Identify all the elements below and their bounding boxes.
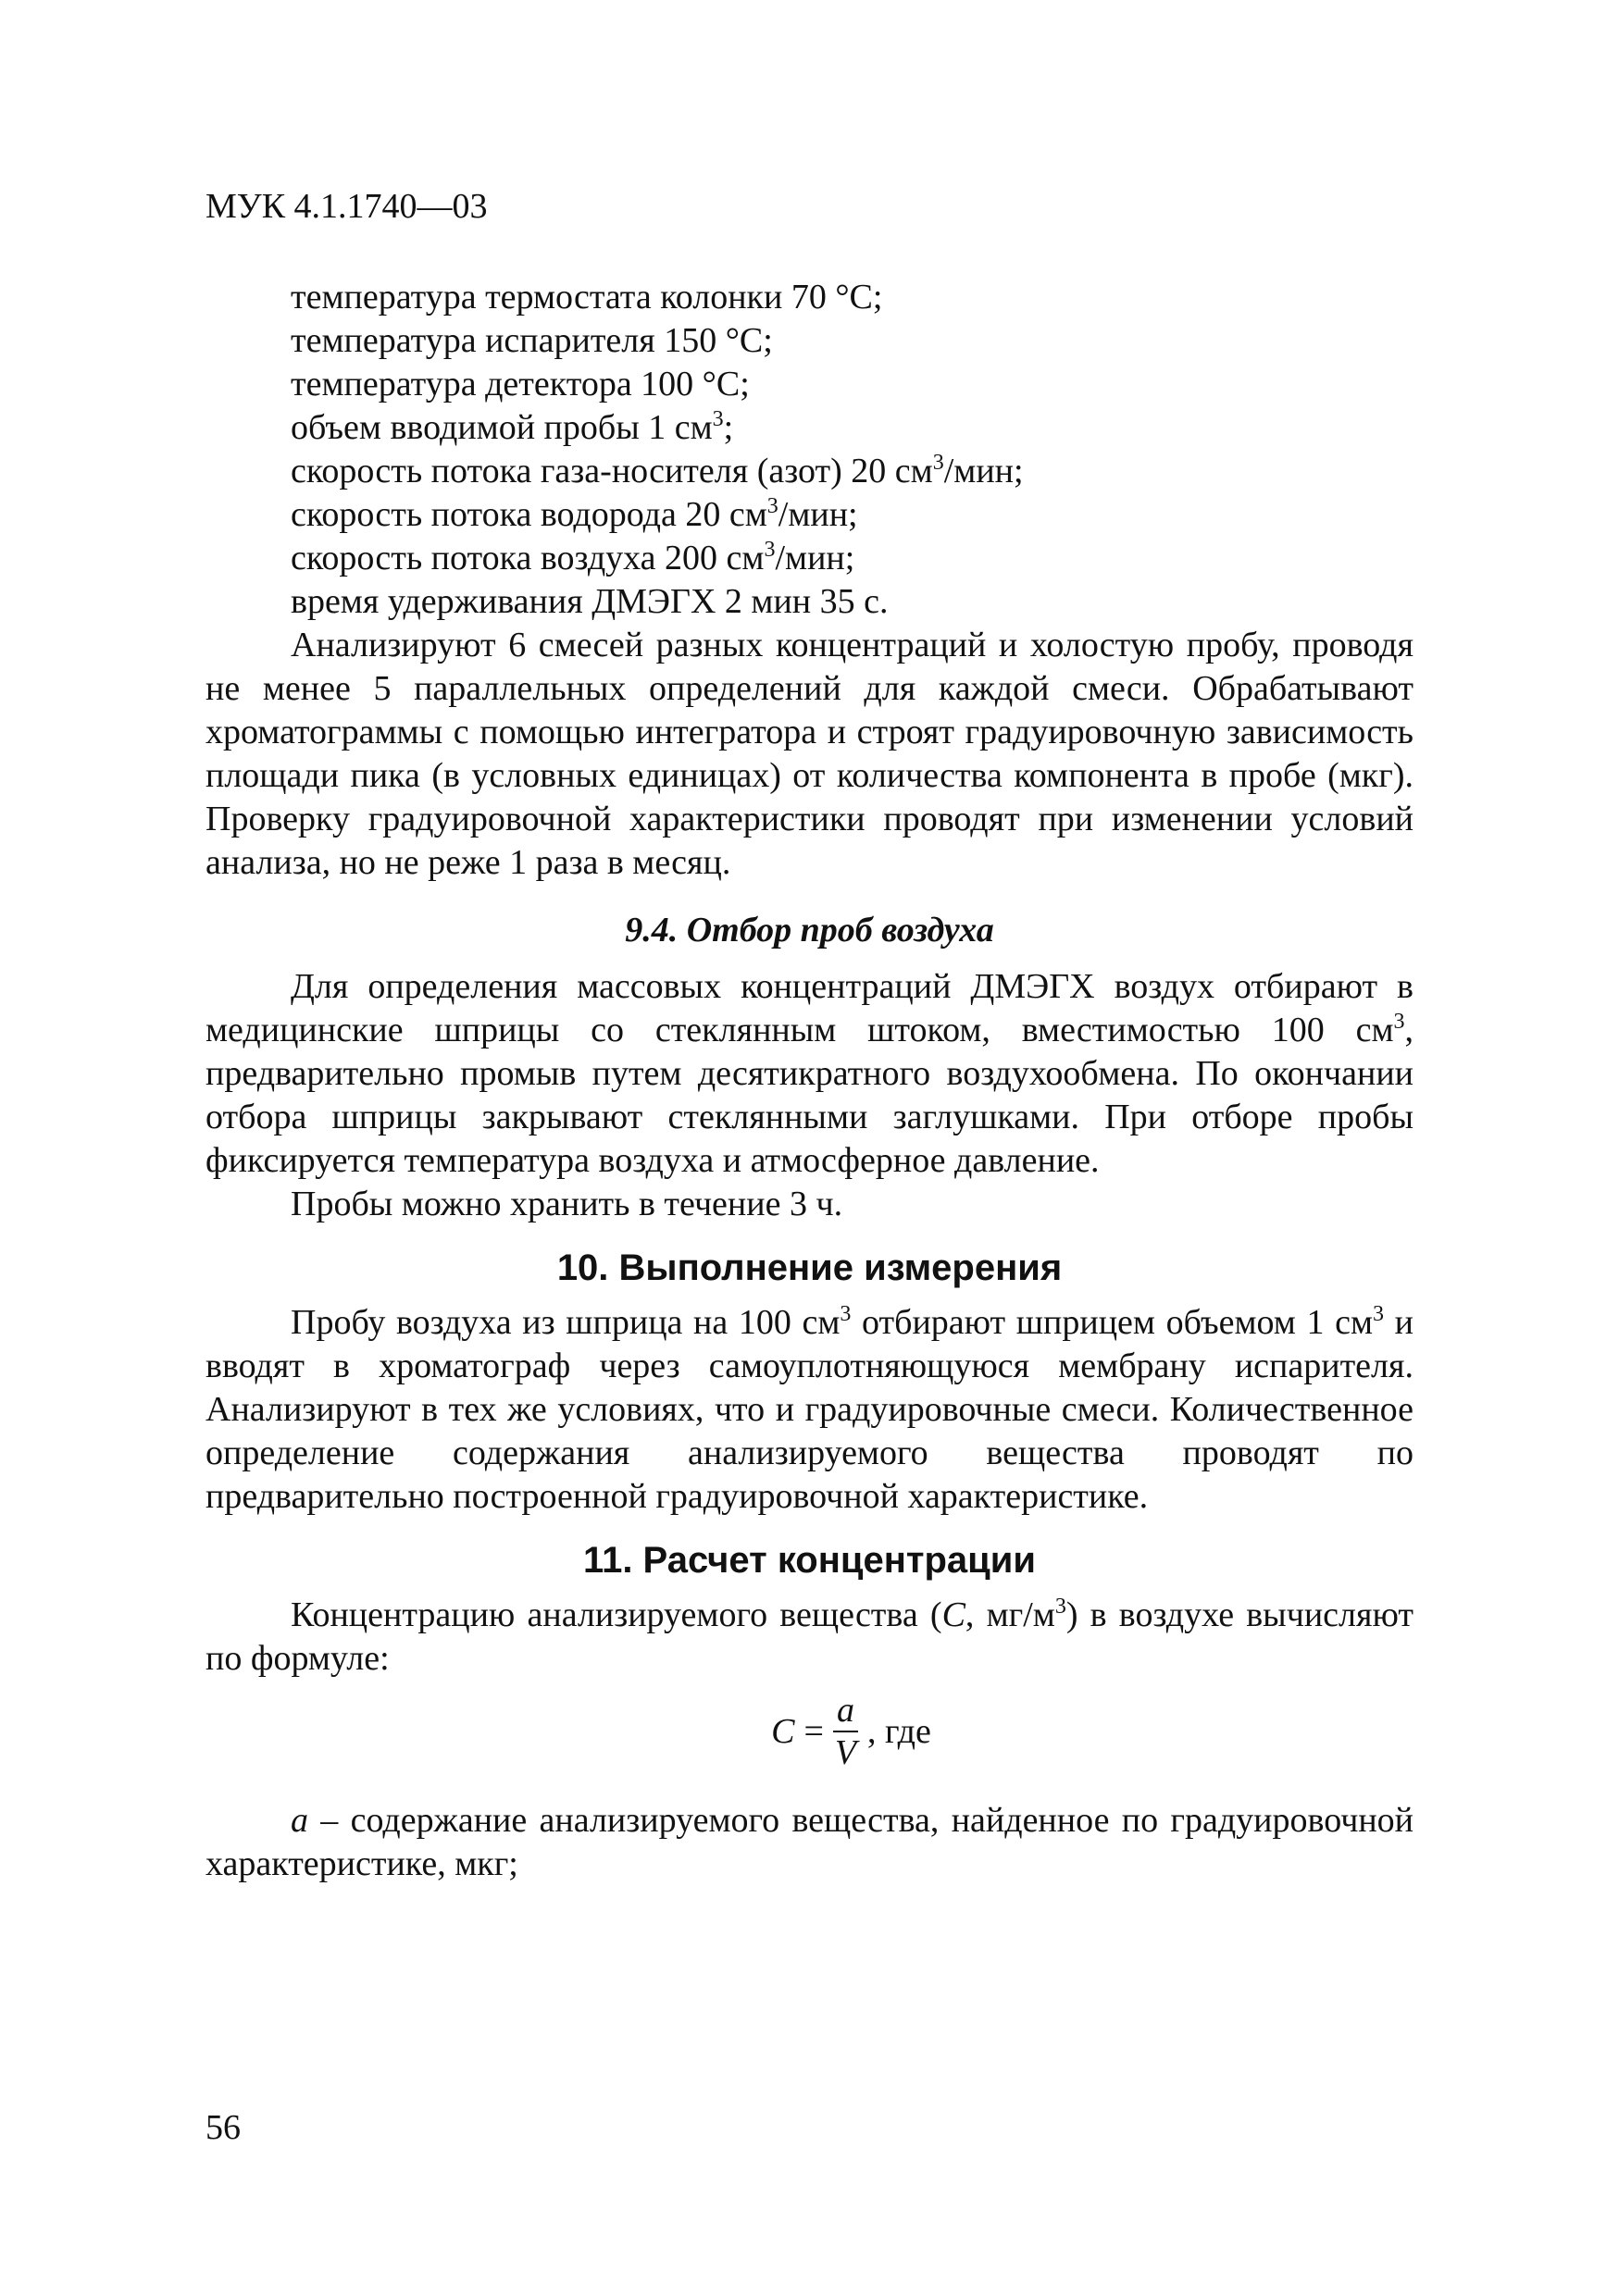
page-header-doc-code: МУК 4.1.1740—03 [205, 187, 488, 226]
param-text: температура испарителя 150 °С; [291, 321, 773, 360]
paragraph-definition-a [205, 1799, 1414, 1886]
param-text: скорость потока водорода 20 см [291, 495, 767, 534]
param-text-suffix: ; [723, 408, 734, 447]
param-item [205, 363, 1414, 406]
formula-lhs: С [771, 1711, 795, 1751]
param-item [205, 580, 1414, 624]
formula-equals: = [803, 1711, 824, 1751]
variable-a: а [291, 1801, 308, 1840]
superscript: 3 [840, 1302, 852, 1326]
param-text: время удерживания ДМЭГХ 2 мин 35 с. [291, 582, 889, 621]
param-item [205, 493, 1414, 537]
param-item [205, 537, 1414, 580]
param-text: объем вводимой пробы 1 см [291, 408, 713, 447]
paragraph-calculation [205, 1594, 1414, 1681]
parameter-list [205, 276, 1414, 624]
superscript: 3 [932, 451, 944, 475]
paragraph-text: Для определения массовых концентраций ДМЭГХ воздух отбирают в медицинские шприцы со стеклянным штоком, вместимостью 100 см [205, 967, 1414, 1049]
param-item [205, 276, 1414, 319]
paragraph-text: , предварительно промыв путем десятикратного воздухообмена. По окончании отбора шприцы закрывают стеклянными заглушками. При отборе пробы фиксируется температура воздуха и атмосферное давление. [205, 1011, 1414, 1180]
paragraph-measurement [205, 1301, 1414, 1519]
formula-fraction [833, 1690, 858, 1773]
superscript: 3 [712, 407, 724, 431]
superscript: 3 [764, 538, 776, 562]
param-item [205, 319, 1414, 363]
formula-numerator: a [833, 1690, 858, 1732]
superscript: 3 [1054, 1595, 1066, 1619]
formula-suffix: , где [866, 1711, 931, 1751]
param-text: температура термостата колонки 70 °С; [291, 278, 883, 316]
paragraph-text: , мг/м [965, 1595, 1055, 1634]
paragraph-analysis: Анализируют 6 смесей разных концентраций и холостую пробу, проводя не менее 5 параллельных определений для каждой смеси. Обрабатывают хроматограммы с помощью интегратора и строят градуировочную зависимость площади пика (в условных единицах) от количества компонента в пробе (мкг). Проверку градуировочной характеристики проводят при изменении условий анализа, но не реже 1 раза в месяц. [205, 626, 1414, 882]
formula [688, 1690, 931, 1773]
param-item [205, 450, 1414, 493]
paragraph-text: отбирают шприцем объемом 1 см [851, 1303, 1374, 1342]
param-text-suffix: /мин; [778, 495, 858, 534]
variable-c: С [941, 1595, 965, 1634]
paragraph-sampling [205, 965, 1414, 1183]
superscript: 3 [1373, 1302, 1385, 1326]
page-number: 56 [205, 2108, 241, 2147]
param-text: скорость потока воздуха 200 см [291, 539, 765, 577]
formula-block [205, 1690, 1414, 1782]
subsection-title-9-4: 9.4. Отбор проб воздуха [625, 911, 994, 949]
param-text-suffix: /мин; [943, 452, 1024, 490]
paragraph-text: Пробу воздуха из шприца на 100 см [291, 1303, 841, 1342]
paragraph-text: ) в воздухе вычисляют по формуле: [205, 1595, 1414, 1678]
param-text-suffix: /мин; [775, 539, 855, 577]
section-title-10: 10. Выполнение измерения [556, 1247, 1063, 1288]
document-body [205, 276, 1414, 1886]
paragraph-text: и вводят в хроматограф через самоуплотняющуюся мембрану испарителя. Анализируют в тех же условиях, что и градуировочные смеси. Количественное определение содержания анализируемого вещества проводят по предварительно построенной градуировочной характеристике. [205, 1303, 1414, 1516]
param-item [205, 406, 1414, 450]
superscript: 3 [1393, 1010, 1405, 1034]
superscript: 3 [766, 494, 778, 518]
formula-denominator: V [834, 1733, 857, 1772]
param-text: скорость потока газа-носителя (азот) 20 см [291, 452, 933, 490]
paragraph-text: Концентрацию анализируемого вещества ( [291, 1595, 942, 1634]
section-title-11: 11. Расчет концентрации [583, 1540, 1036, 1581]
paragraph-text: – содержание анализируемого вещества, найденное по градуировочной характеристике, мкг; [205, 1801, 1414, 1883]
paragraph-storage: Пробы можно хранить в течение 3 ч. [291, 1185, 843, 1223]
param-text: температура детектора 100 °С; [291, 365, 750, 403]
